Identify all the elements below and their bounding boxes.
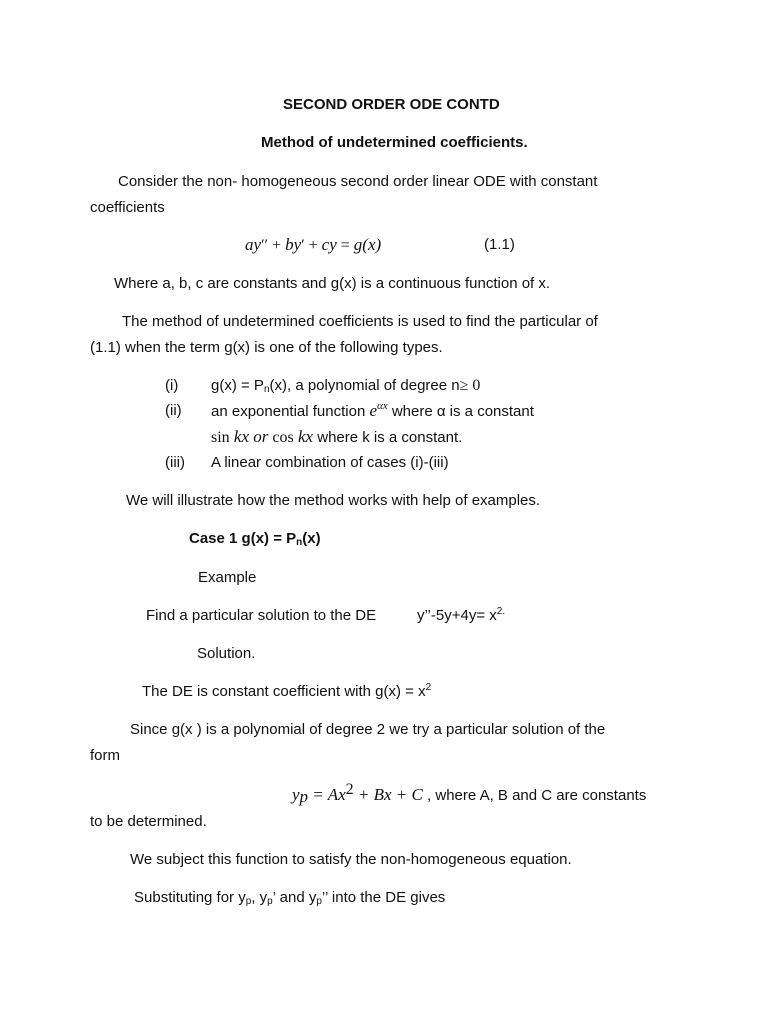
equation-number: (1.1) (484, 236, 515, 253)
type-ii-label: (ii) (165, 402, 182, 419)
equation-2 (292, 781, 647, 806)
where-line: Where a, b, c are constants and g(x) is a continuous function of x. (114, 275, 551, 292)
eq1-equals: = (336, 237, 354, 254)
eq2-y: y (292, 785, 300, 804)
de-line-a: The DE is constant coefficient with g(x) = x (142, 683, 426, 700)
trig-or: or (253, 427, 269, 446)
eq1-ay: ay (245, 235, 262, 254)
type-ii-e: e (369, 401, 377, 420)
find-line: Find a particular solution to the DE (146, 607, 377, 624)
eq2-rest1: = Ax (308, 785, 346, 804)
since-line-1: Since g(x ) is a polynomial of degree 2 we try a particular solution of the (130, 721, 606, 738)
subst-s2: p (267, 896, 273, 907)
intro-line-1: Consider the non- homogeneous second order linear ODE with constant (118, 173, 598, 190)
type-i-label: (i) (165, 377, 179, 394)
subst-c: ’ and y (272, 889, 317, 906)
trig-kx-1: kx (229, 427, 254, 446)
eq2-sup: 2 (345, 781, 354, 798)
type-ii-exp: αx (377, 400, 388, 412)
eq1-gx: (x) (362, 235, 382, 254)
subst-d: ’’ into the DE gives (321, 889, 446, 906)
page-title: SECOND ORDER ODE CONTD (283, 96, 500, 113)
subst-s1: p (245, 896, 252, 907)
trig-b: where k is a constant. (313, 429, 463, 446)
type-ii-trig (211, 428, 462, 447)
type-ii-text (211, 402, 534, 421)
eq1-g: g (353, 235, 363, 254)
type-i-c: ≥ 0 (459, 377, 481, 394)
find-equation (417, 607, 505, 625)
eq2-rest2: + Bx + C (353, 785, 423, 804)
case-1-sub: n (296, 537, 303, 548)
eq1-double-prime: ′′ (261, 237, 269, 254)
determined-line: to be determined. (90, 813, 207, 830)
subst-s3: p (316, 896, 322, 907)
type-i-a: g(x) = P (211, 377, 264, 394)
method-line-2: (1.1) when the term g(x) is one of the following types. (90, 339, 443, 356)
find-eq-sup: 2. (496, 606, 506, 617)
solution-label: Solution. (197, 645, 256, 662)
find-eq-a: y’’-5y+4y= x (417, 607, 497, 624)
trig-cos: cos (268, 429, 294, 446)
method-line-1: The method of undetermined coefficients is used to find the particular of (122, 313, 598, 330)
subst-a: Substituting for y (134, 889, 246, 906)
substituting-line (134, 889, 445, 907)
subst-b: , y (251, 889, 268, 906)
eq2-ysub: p (299, 787, 309, 806)
eq1-plus-2: + (304, 237, 322, 254)
since-line-2: form (90, 747, 120, 764)
type-ii-b: where α is a constant (387, 403, 534, 420)
type-iii-text: A linear combination of cases (i)-(iii) (211, 454, 449, 471)
type-iii-label: (iii) (165, 454, 185, 471)
section-subtitle: Method of undetermined coefficients. (261, 134, 528, 151)
eq2-tail: , where A, B and C are constants (422, 787, 647, 804)
eq1-cy: cy (321, 235, 337, 254)
trig-kx-2: kx (293, 427, 314, 446)
example-label: Example (198, 569, 257, 586)
intro-line-2: coefficients (90, 199, 165, 216)
type-i-text (211, 377, 480, 395)
case-1-b: (x) (302, 530, 321, 547)
type-i-sub: n (263, 384, 270, 395)
type-i-b: (x), a polynomial of degree n (269, 377, 460, 394)
case-1-heading (189, 530, 321, 548)
trig-sin: sin (211, 429, 230, 446)
case-1-a: Case 1 g(x) = P (189, 530, 297, 547)
de-line (142, 683, 431, 701)
type-ii-a: an exponential function (211, 403, 370, 420)
de-line-sup: 2 (425, 682, 432, 693)
eq1-prime: ′ (301, 237, 305, 254)
eq1-plus-1: + (268, 237, 286, 254)
eq1-by: by (285, 235, 302, 254)
equation-1-1 (245, 236, 381, 255)
illustrate-line: We will illustrate how the method works with help of examples. (126, 492, 541, 509)
subject-line: We subject this function to satisfy the non-homogeneous equation. (130, 851, 572, 868)
